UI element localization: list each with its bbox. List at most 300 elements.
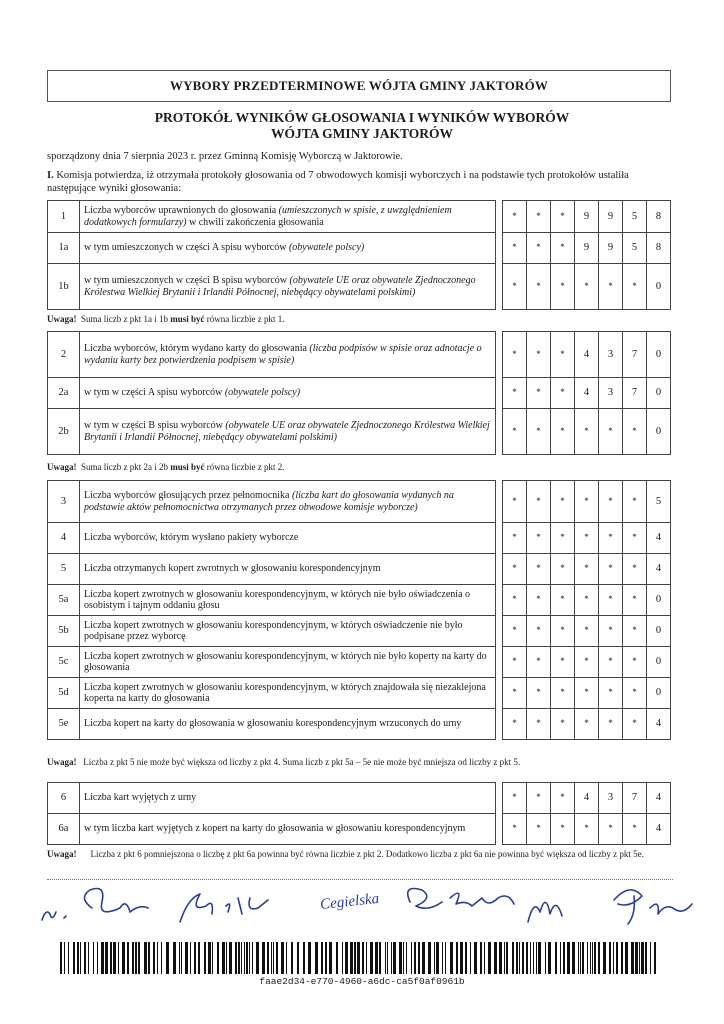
digit-cell: 9 xyxy=(599,233,623,264)
digit-cell: * xyxy=(527,332,551,378)
barcode-bar xyxy=(325,942,327,974)
results-table-group-4 xyxy=(47,782,671,845)
result-row xyxy=(48,523,671,554)
digit-cell: * xyxy=(551,783,575,814)
barcode-bar xyxy=(350,942,353,974)
barcode-bar xyxy=(592,942,593,974)
column-gap xyxy=(496,233,503,264)
barcode-bar xyxy=(504,942,505,974)
section-number: I. xyxy=(47,170,54,181)
barcode-bar xyxy=(97,942,98,974)
result-row xyxy=(48,264,671,310)
election-title: WYBORY PRZEDTERMINOWE WÓJTA GMINY JAKTORÓW xyxy=(169,78,549,93)
barcode-bar xyxy=(582,942,584,974)
barcode-bar xyxy=(370,942,373,974)
barcode-bar xyxy=(375,942,378,974)
protocol-title-line2: WÓJTA GMINY JAKTORÓW xyxy=(270,126,453,141)
barcode-bar xyxy=(379,942,381,974)
barcode-bar xyxy=(262,942,265,974)
row-number: 5 xyxy=(48,554,80,585)
digit-cell: * xyxy=(551,201,575,233)
digit-cell: * xyxy=(623,709,647,740)
digit-cell: * xyxy=(527,554,551,585)
barcode-bar xyxy=(185,942,188,974)
digit-cell: * xyxy=(599,647,623,678)
digit-cell: * xyxy=(551,233,575,264)
digit-cell: * xyxy=(599,481,623,523)
barcode-bar xyxy=(271,942,272,974)
document-barcode xyxy=(60,942,656,974)
note-text: Liczba z pkt 6 pomniejszona o liczbę z pkt 6a powinna być równa liczbie z pkt 2. Dodatkowo liczba z pkt 6a nie powinna być większa od liczby z pkt 5e. xyxy=(90,849,644,859)
barcode-bar xyxy=(616,942,618,974)
results-table-group-3 xyxy=(47,480,671,740)
barcode-bar xyxy=(286,942,287,974)
barcode-bar xyxy=(135,942,137,974)
digit-cell: * xyxy=(503,616,527,647)
barcode-bar xyxy=(436,942,439,974)
signature-7 xyxy=(614,890,692,924)
column-gap xyxy=(496,616,503,647)
digit-cell: 7 xyxy=(623,783,647,814)
digit-cell: 4 xyxy=(647,783,671,814)
row-description xyxy=(80,647,496,678)
barcode-bar xyxy=(393,942,396,974)
column-gap xyxy=(496,814,503,845)
barcode-bar xyxy=(545,942,546,974)
prepared-statement: sporządzony dnia 7 sierpnia 2023 r. przez Gminną Komisję Wyborczą w Jaktorowie. xyxy=(47,151,403,162)
barcode-bar xyxy=(241,942,242,974)
barcode-bar xyxy=(366,942,367,974)
barcode-bar xyxy=(229,942,232,974)
barcode-bar xyxy=(276,942,278,974)
digit-cell: 7 xyxy=(623,378,647,409)
barcode-bar xyxy=(204,942,206,974)
digit-cell: * xyxy=(599,814,623,845)
barcode-bar xyxy=(536,942,537,974)
barcode-bar xyxy=(603,942,606,974)
row-number: 1b xyxy=(48,264,80,310)
digit-cell: * xyxy=(575,264,599,310)
barcode-bar xyxy=(173,942,176,974)
barcode-bar xyxy=(77,942,79,974)
digit-cell: * xyxy=(551,616,575,647)
note-group-3 xyxy=(47,757,677,768)
digit-cell: * xyxy=(551,585,575,616)
row-number: 1a xyxy=(48,233,80,264)
column-gap xyxy=(496,678,503,709)
barcode-bar xyxy=(506,942,508,974)
result-row xyxy=(48,409,671,455)
result-row xyxy=(48,616,671,647)
digit-cell: 8 xyxy=(647,233,671,264)
note-label: Uwaga! xyxy=(47,462,77,472)
digit-cell: * xyxy=(599,409,623,455)
barcode-bar xyxy=(181,942,182,974)
result-row xyxy=(48,814,671,845)
barcode-bar xyxy=(625,942,628,974)
barcode-bar xyxy=(105,942,108,974)
digit-cell: * xyxy=(503,378,527,409)
digit-cell: * xyxy=(575,523,599,554)
note-text: Suma liczb z pkt 1a i 1b xyxy=(81,314,171,324)
barcode-bar xyxy=(411,942,412,974)
barcode-bar xyxy=(362,942,364,974)
barcode-bar xyxy=(357,942,360,974)
row-description-text: Liczba kopert zwrotnych w głosowaniu korespondencyjnym, w których nie było koperty na karty do głosowania xyxy=(84,650,487,673)
barcode-bar xyxy=(336,942,338,974)
column-gap xyxy=(496,783,503,814)
row-number: 5d xyxy=(48,678,80,709)
barcode-bar xyxy=(84,942,86,974)
barcode-bar xyxy=(621,942,623,974)
column-gap xyxy=(496,332,503,378)
barcode-bar xyxy=(512,942,514,974)
barcode-bar xyxy=(246,942,248,974)
barcode-bar xyxy=(127,942,129,974)
digit-cell: * xyxy=(599,585,623,616)
digit-cell: 7 xyxy=(623,332,647,378)
barcode-bar xyxy=(208,942,211,974)
column-gap xyxy=(496,409,503,455)
digit-cell: * xyxy=(503,332,527,378)
result-row xyxy=(48,201,671,233)
row-description xyxy=(80,814,496,845)
barcode-bar xyxy=(113,942,116,974)
barcode-bar xyxy=(110,942,112,974)
digit-cell: * xyxy=(527,378,551,409)
result-row xyxy=(48,481,671,523)
barcode-bar xyxy=(422,942,425,974)
column-gap xyxy=(496,378,503,409)
row-description-text: Liczba kopert zwrotnych w głosowaniu korespondencyjnym, w których oświadczenie nie było podpisane przez wyborcę xyxy=(84,619,463,642)
digit-cell: * xyxy=(623,678,647,709)
barcode-bar xyxy=(533,942,534,974)
barcode-bar xyxy=(456,942,458,974)
row-description-note: (liczba podpisów w spisie oraz adnotacje o wydaniu karty bez potwierdzenia podpisem w spisie) xyxy=(84,343,482,366)
digit-cell: * xyxy=(527,678,551,709)
barcode-bar xyxy=(499,942,502,974)
digit-cell: * xyxy=(551,709,575,740)
barcode-bar xyxy=(484,942,485,974)
digit-cell: * xyxy=(551,264,575,310)
barcode-bar xyxy=(480,942,482,974)
barcode-bar xyxy=(590,942,591,974)
column-gap xyxy=(496,554,503,585)
barcode-bar xyxy=(519,942,520,974)
barcode-bar xyxy=(88,942,89,974)
note-group-1 xyxy=(47,314,677,325)
barcode-bar xyxy=(235,942,237,974)
digit-cell: * xyxy=(575,709,599,740)
digit-cell: 5 xyxy=(623,201,647,233)
row-number: 2b xyxy=(48,409,80,455)
barcode-bar xyxy=(249,942,250,974)
row-number: 4 xyxy=(48,523,80,554)
digit-cell: * xyxy=(503,585,527,616)
digit-cell: 9 xyxy=(575,233,599,264)
barcode-bar xyxy=(329,942,332,974)
barcode-bar xyxy=(460,942,463,974)
row-description-note: (obywatele polscy) xyxy=(288,242,365,254)
column-gap xyxy=(496,264,503,310)
digit-cell: * xyxy=(527,585,551,616)
result-row xyxy=(48,647,671,678)
digit-cell: 4 xyxy=(647,523,671,554)
row-description-note: (obywatele UE oraz obywatele Zjednoczonego Królestwa Wielkiej Brytanii i Irlandii Północnej, niebędący obywatelami polskimi) xyxy=(84,420,490,443)
row-description-note: (obywatele UE oraz obywatele Zjednoczonego Królestwa Wielkiej Brytanii i Irlandii Północnej, niebędący obywatelami polskimi) xyxy=(84,275,476,298)
protocol-title-line1: PROTOKÓŁ WYNIKÓW GŁOSOWANIA I WYNIKÓW WYBORÓW xyxy=(154,110,570,125)
row-description xyxy=(80,481,496,523)
row-description-note: (obywatele polscy) xyxy=(224,387,301,399)
note-label: Uwaga! xyxy=(47,757,77,767)
digit-cell: * xyxy=(503,481,527,523)
row-number: 5a xyxy=(48,585,80,616)
column-gap xyxy=(496,201,503,233)
digit-cell: * xyxy=(503,709,527,740)
barcode-bar xyxy=(445,942,446,974)
digit-cell: * xyxy=(503,783,527,814)
digit-cell: 8 xyxy=(647,201,671,233)
barcode-bar xyxy=(563,942,565,974)
barcode-bar xyxy=(153,942,155,974)
digit-cell: 5 xyxy=(623,233,647,264)
digit-cell: * xyxy=(575,554,599,585)
row-description xyxy=(80,201,496,233)
digit-cell: * xyxy=(551,678,575,709)
barcode-bar xyxy=(567,942,570,974)
digit-cell: * xyxy=(575,481,599,523)
document-id: faae2d34-e770-4960-a6dc-ca5f0af0961b xyxy=(259,976,465,987)
column-gap xyxy=(496,709,503,740)
barcode-bar xyxy=(166,942,169,974)
row-description-text: Liczba otrzymanych kopert zwrotnych w głosowaniu korespondencyjnym xyxy=(84,563,381,575)
barcode-bar xyxy=(226,942,227,974)
results-table-group-2 xyxy=(47,331,671,455)
barcode-bar xyxy=(273,942,274,974)
row-description-text: Liczba kopert zwrotnych w głosowaniu korespondencyjnym, w których znajdowała się niezaklejona koperta na karty do głosowania xyxy=(84,681,486,704)
barcode-bar xyxy=(572,942,575,974)
barcode-bar xyxy=(399,942,402,974)
row-description xyxy=(80,523,496,554)
note-group-4 xyxy=(47,849,677,860)
barcode-bar xyxy=(157,942,158,974)
digit-cell: * xyxy=(575,814,599,845)
note-group-2 xyxy=(47,462,677,473)
digit-cell: * xyxy=(503,647,527,678)
election-header-box xyxy=(47,70,671,102)
row-description xyxy=(80,616,496,647)
digit-cell: * xyxy=(527,647,551,678)
barcode-bar xyxy=(428,942,431,974)
row-number: 3 xyxy=(48,481,80,523)
digit-cell: 4 xyxy=(647,709,671,740)
barcode-bar xyxy=(385,942,386,974)
digit-cell: * xyxy=(575,616,599,647)
note-text: Liczba z pkt 5 nie może być większa od liczby z pkt 4. Suma liczb z pkt 5a – 5e nie może być mniejsza od liczby z pkt 5. xyxy=(83,757,521,767)
digit-cell: 0 xyxy=(647,616,671,647)
digit-cell: * xyxy=(623,264,647,310)
digit-cell: 4 xyxy=(647,814,671,845)
barcode-bar xyxy=(516,942,518,974)
row-description xyxy=(80,264,496,310)
barcode-bar xyxy=(73,942,75,974)
result-row xyxy=(48,554,671,585)
result-row xyxy=(48,585,671,616)
barcode-bar xyxy=(631,942,634,974)
barcode-bar xyxy=(122,942,125,974)
barcode-bar xyxy=(198,942,200,974)
barcode-bar xyxy=(598,942,600,974)
digit-cell: * xyxy=(575,585,599,616)
digit-cell: * xyxy=(599,678,623,709)
digit-cell: * xyxy=(551,523,575,554)
barcode-bar xyxy=(578,942,579,974)
note-emphasis: musi być xyxy=(170,462,205,472)
section-intro xyxy=(47,169,677,195)
digit-cell: * xyxy=(503,233,527,264)
barcode-bar xyxy=(555,942,557,974)
barcode-bar xyxy=(635,942,638,974)
digit-cell: * xyxy=(503,814,527,845)
note-text: równa liczbie z pkt 2. xyxy=(204,462,285,472)
digit-cell: 0 xyxy=(647,409,671,455)
signature-2 xyxy=(84,889,148,913)
row-number: 6 xyxy=(48,783,80,814)
barcode-bar xyxy=(654,942,656,974)
digit-cell: 0 xyxy=(647,378,671,409)
digit-cell: * xyxy=(623,554,647,585)
row-description-text: Liczba kart wyjętych z urny xyxy=(84,792,197,804)
barcode-bar xyxy=(548,942,551,974)
barcode-bar xyxy=(64,942,65,974)
barcode-bar xyxy=(144,942,147,974)
barcode-bar xyxy=(303,942,305,974)
result-row xyxy=(48,709,671,740)
row-description xyxy=(80,783,496,814)
digit-cell: * xyxy=(503,201,527,233)
barcode-bar xyxy=(641,942,644,974)
digit-cell: * xyxy=(527,783,551,814)
barcode-bar xyxy=(639,942,640,974)
digit-cell: * xyxy=(551,409,575,455)
digit-cell: 4 xyxy=(575,378,599,409)
digit-cell: 4 xyxy=(647,554,671,585)
row-description-text: w tym umieszczonych w części A spisu wyborców xyxy=(84,242,289,254)
digit-cell: * xyxy=(527,814,551,845)
digit-cell: * xyxy=(527,233,551,264)
digit-cell: * xyxy=(551,332,575,378)
barcode-bar xyxy=(212,942,213,974)
barcode-bar xyxy=(587,942,588,974)
barcode-bar xyxy=(101,942,104,974)
signature-6 xyxy=(528,902,562,922)
digit-cell: * xyxy=(599,264,623,310)
row-number: 1 xyxy=(48,201,80,233)
digit-cell: * xyxy=(503,678,527,709)
column-gap xyxy=(496,585,503,616)
row-number: 5c xyxy=(48,647,80,678)
digit-cell: * xyxy=(623,647,647,678)
digit-cell: 3 xyxy=(599,783,623,814)
barcode-bar xyxy=(560,942,561,974)
digit-cell: * xyxy=(527,409,551,455)
barcode-bar xyxy=(238,942,240,974)
barcode-bar xyxy=(222,942,225,974)
barcode-bar xyxy=(342,942,343,974)
row-description xyxy=(80,709,496,740)
intro-text: Komisja potwierdza, iż otrzymała protokoły głosowania od 7 obwodowych komisji wyborczych i na podstawie tych protokołów ustaliła następujące wyniki głosowania: xyxy=(47,170,629,194)
result-row xyxy=(48,678,671,709)
barcode-bar xyxy=(442,942,443,974)
row-number: 2 xyxy=(48,332,80,378)
signature-5 xyxy=(408,889,514,909)
barcode-bar xyxy=(161,942,162,974)
row-description-text: w tym w części A spisu wyborców xyxy=(84,387,225,399)
row-description-text: Liczba wyborców, którym wydano karty do głosowania xyxy=(84,343,310,354)
barcode-bar xyxy=(190,942,191,974)
barcode-bar xyxy=(538,942,541,974)
digit-cell: 0 xyxy=(647,647,671,678)
digit-cell: 0 xyxy=(647,332,671,378)
row-description-text: Liczba wyborców głosujących przez pełnomocnika xyxy=(84,490,292,501)
digit-cell: * xyxy=(575,647,599,678)
barcode-bar xyxy=(406,942,407,974)
barcode-bar xyxy=(594,942,596,974)
digit-cell: * xyxy=(503,523,527,554)
barcode-bar xyxy=(530,942,531,974)
result-row xyxy=(48,233,671,264)
row-number: 5b xyxy=(48,616,80,647)
barcode-bar xyxy=(465,942,467,974)
row-description-text: Liczba wyborców, którym wysłano pakiety wyborcze xyxy=(84,532,299,544)
note-emphasis: musi być xyxy=(170,314,205,324)
note-label: Uwaga! xyxy=(47,849,77,859)
signature-4: Cegielska xyxy=(319,890,380,913)
row-description-text: Liczba wyborców uprawnionych do głosowania xyxy=(84,205,279,216)
row-description-note: (liczba kart do głosowania wydanych na podstawie aktów pełnomocnictwa otrzymanych przez obwodowe komisje wyborcze) xyxy=(84,490,454,513)
note-text: równa liczbie z pkt 1. xyxy=(204,314,285,324)
barcode-bar xyxy=(291,942,293,974)
digit-cell: * xyxy=(623,481,647,523)
row-description-text: w tym w części B spisu wyborców xyxy=(84,420,226,431)
digit-cell: 3 xyxy=(599,378,623,409)
digit-cell: 5 xyxy=(647,481,671,523)
barcode-bar xyxy=(526,942,528,974)
row-description-note: (umieszczonych w spisie, z uwzględnieniem dodatkowych formularzy) xyxy=(84,205,452,228)
column-gap xyxy=(496,523,503,554)
barcode-bar xyxy=(297,942,299,974)
note-label: Uwaga! xyxy=(47,314,77,324)
barcode-bar xyxy=(308,942,311,974)
digit-cell: * xyxy=(527,616,551,647)
digit-cell: * xyxy=(575,678,599,709)
signatures-area xyxy=(30,868,700,938)
barcode-bar xyxy=(488,942,491,974)
barcode-bar xyxy=(194,942,196,974)
digit-cell: * xyxy=(551,554,575,585)
row-description xyxy=(80,332,496,378)
barcode-bar xyxy=(418,942,420,974)
digit-cell: * xyxy=(503,264,527,310)
signature-3 xyxy=(180,894,268,922)
barcode-bar xyxy=(315,942,318,974)
barcode-bar xyxy=(321,942,323,974)
digit-cell: * xyxy=(551,481,575,523)
row-description-tail: w chwili zakończenia głosowania xyxy=(186,216,324,228)
barcode-bar xyxy=(650,942,651,974)
row-description-text: Liczba kopert na karty do głosowania w głosowaniu korespondencyjnym wrzuconych do urny xyxy=(84,718,462,730)
barcode-bar xyxy=(148,942,150,974)
